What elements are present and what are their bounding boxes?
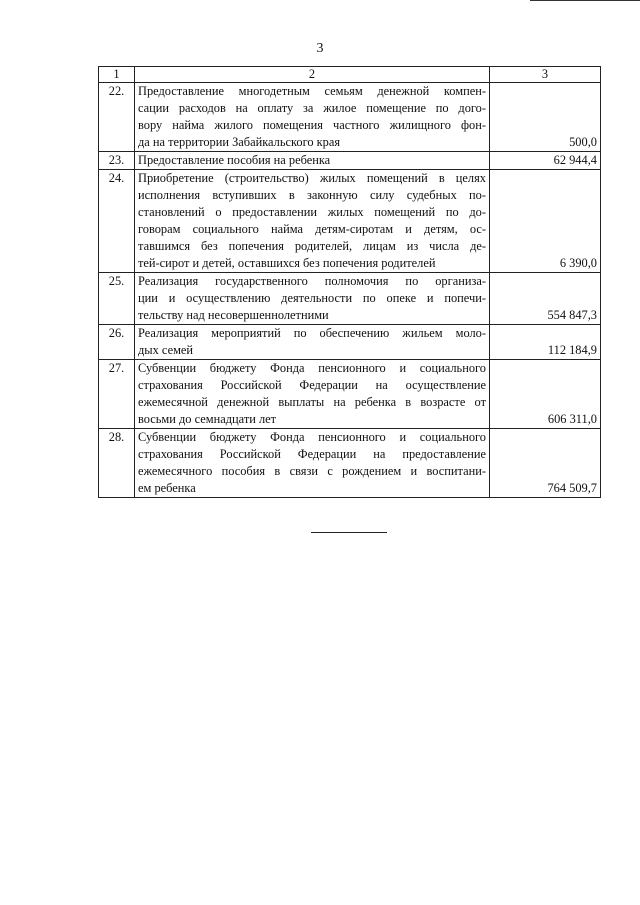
table-row bbox=[99, 360, 601, 429]
row-number: 25. bbox=[99, 273, 135, 325]
row-description bbox=[135, 152, 490, 170]
top-edge-line bbox=[530, 0, 640, 1]
description-line: восьми до семнадцати лет bbox=[138, 412, 277, 426]
header-col-2: 2 bbox=[135, 67, 490, 83]
row-description bbox=[135, 83, 490, 152]
table-header bbox=[99, 67, 601, 83]
description-line: дых семей bbox=[138, 343, 194, 357]
table-row bbox=[99, 429, 601, 498]
row-description bbox=[135, 429, 490, 498]
row-description bbox=[135, 360, 490, 429]
row-description bbox=[135, 273, 490, 325]
row-number: 28. bbox=[99, 429, 135, 498]
row-amount: 554 847,3 bbox=[490, 273, 601, 325]
row-number: 24. bbox=[99, 170, 135, 273]
page-number: 3 bbox=[316, 41, 324, 56]
row-number: 22. bbox=[99, 83, 135, 152]
budget-table bbox=[98, 66, 601, 498]
table-row bbox=[99, 273, 601, 325]
description-line: тельству над несовершеннолетними bbox=[138, 308, 329, 322]
row-description bbox=[135, 325, 490, 360]
row-number: 23. bbox=[99, 152, 135, 170]
row-number: 27. bbox=[99, 360, 135, 429]
description-line: ем ребенка bbox=[138, 481, 196, 495]
description-line: становлений о предоставлении жилых помещений по до- bbox=[138, 205, 486, 219]
description-line: исполнения вступивших в законную силу судебных по- bbox=[138, 188, 486, 202]
description-line: Субвенции бюджету Фонда пенсионного и социального bbox=[138, 361, 486, 375]
description-line: ции и осуществлению деятельности по опеке и попечи- bbox=[138, 291, 486, 305]
description-line: сации расходов на оплату за жилое помещение по дого- bbox=[138, 101, 486, 115]
description-line: ежемесячного пособия в связи с рождением и воспитани- bbox=[138, 464, 486, 478]
header-col-1: 1 bbox=[99, 67, 135, 83]
table-row bbox=[99, 152, 601, 170]
table-body bbox=[99, 83, 601, 498]
description-line: да на территории Забайкальского края bbox=[138, 135, 341, 149]
description-line: Предоставление многодетным семьям денежной компен- bbox=[138, 84, 486, 98]
description-line: тей-сирот и детей, оставшихся без попечения родителей bbox=[138, 256, 436, 270]
description-line: говорам социального найма детям-сиротам и детям, ос- bbox=[138, 222, 486, 236]
table-row bbox=[99, 83, 601, 152]
description-line: Субвенции бюджету Фонда пенсионного и социального bbox=[138, 430, 486, 444]
header-row bbox=[99, 67, 601, 83]
description-line: Предоставление пособия на ребенка bbox=[138, 153, 331, 167]
row-amount: 112 184,9 bbox=[490, 325, 601, 360]
end-separator-line bbox=[311, 532, 387, 533]
row-amount: 62 944,4 bbox=[490, 152, 601, 170]
table-row bbox=[99, 170, 601, 273]
description-line: страхования Российской Федерации на предоставление bbox=[138, 447, 486, 461]
row-amount: 764 509,7 bbox=[490, 429, 601, 498]
header-col-3: 3 bbox=[490, 67, 601, 83]
description-line: Реализация мероприятий по обеспечению жильем моло- bbox=[138, 326, 486, 340]
row-amount: 606 311,0 bbox=[490, 360, 601, 429]
description-line: ежемесячной денежной выплаты на ребенка в возрасте от bbox=[138, 395, 486, 409]
table-row bbox=[99, 325, 601, 360]
description-line: страхования Российской Федерации на осуществление bbox=[138, 378, 486, 392]
row-amount: 6 390,0 bbox=[490, 170, 601, 273]
description-line: тавшимся без попечения родителей, лицам из числа де- bbox=[138, 239, 486, 253]
row-description bbox=[135, 170, 490, 273]
row-number: 26. bbox=[99, 325, 135, 360]
description-line: Реализация государственного полномочия по организа- bbox=[138, 274, 486, 288]
description-line: Приобретение (строительство) жилых помещений в целях bbox=[138, 171, 486, 185]
description-line: вору найма жилого помещения частного жилищного фон- bbox=[138, 118, 486, 132]
row-amount: 500,0 bbox=[490, 83, 601, 152]
